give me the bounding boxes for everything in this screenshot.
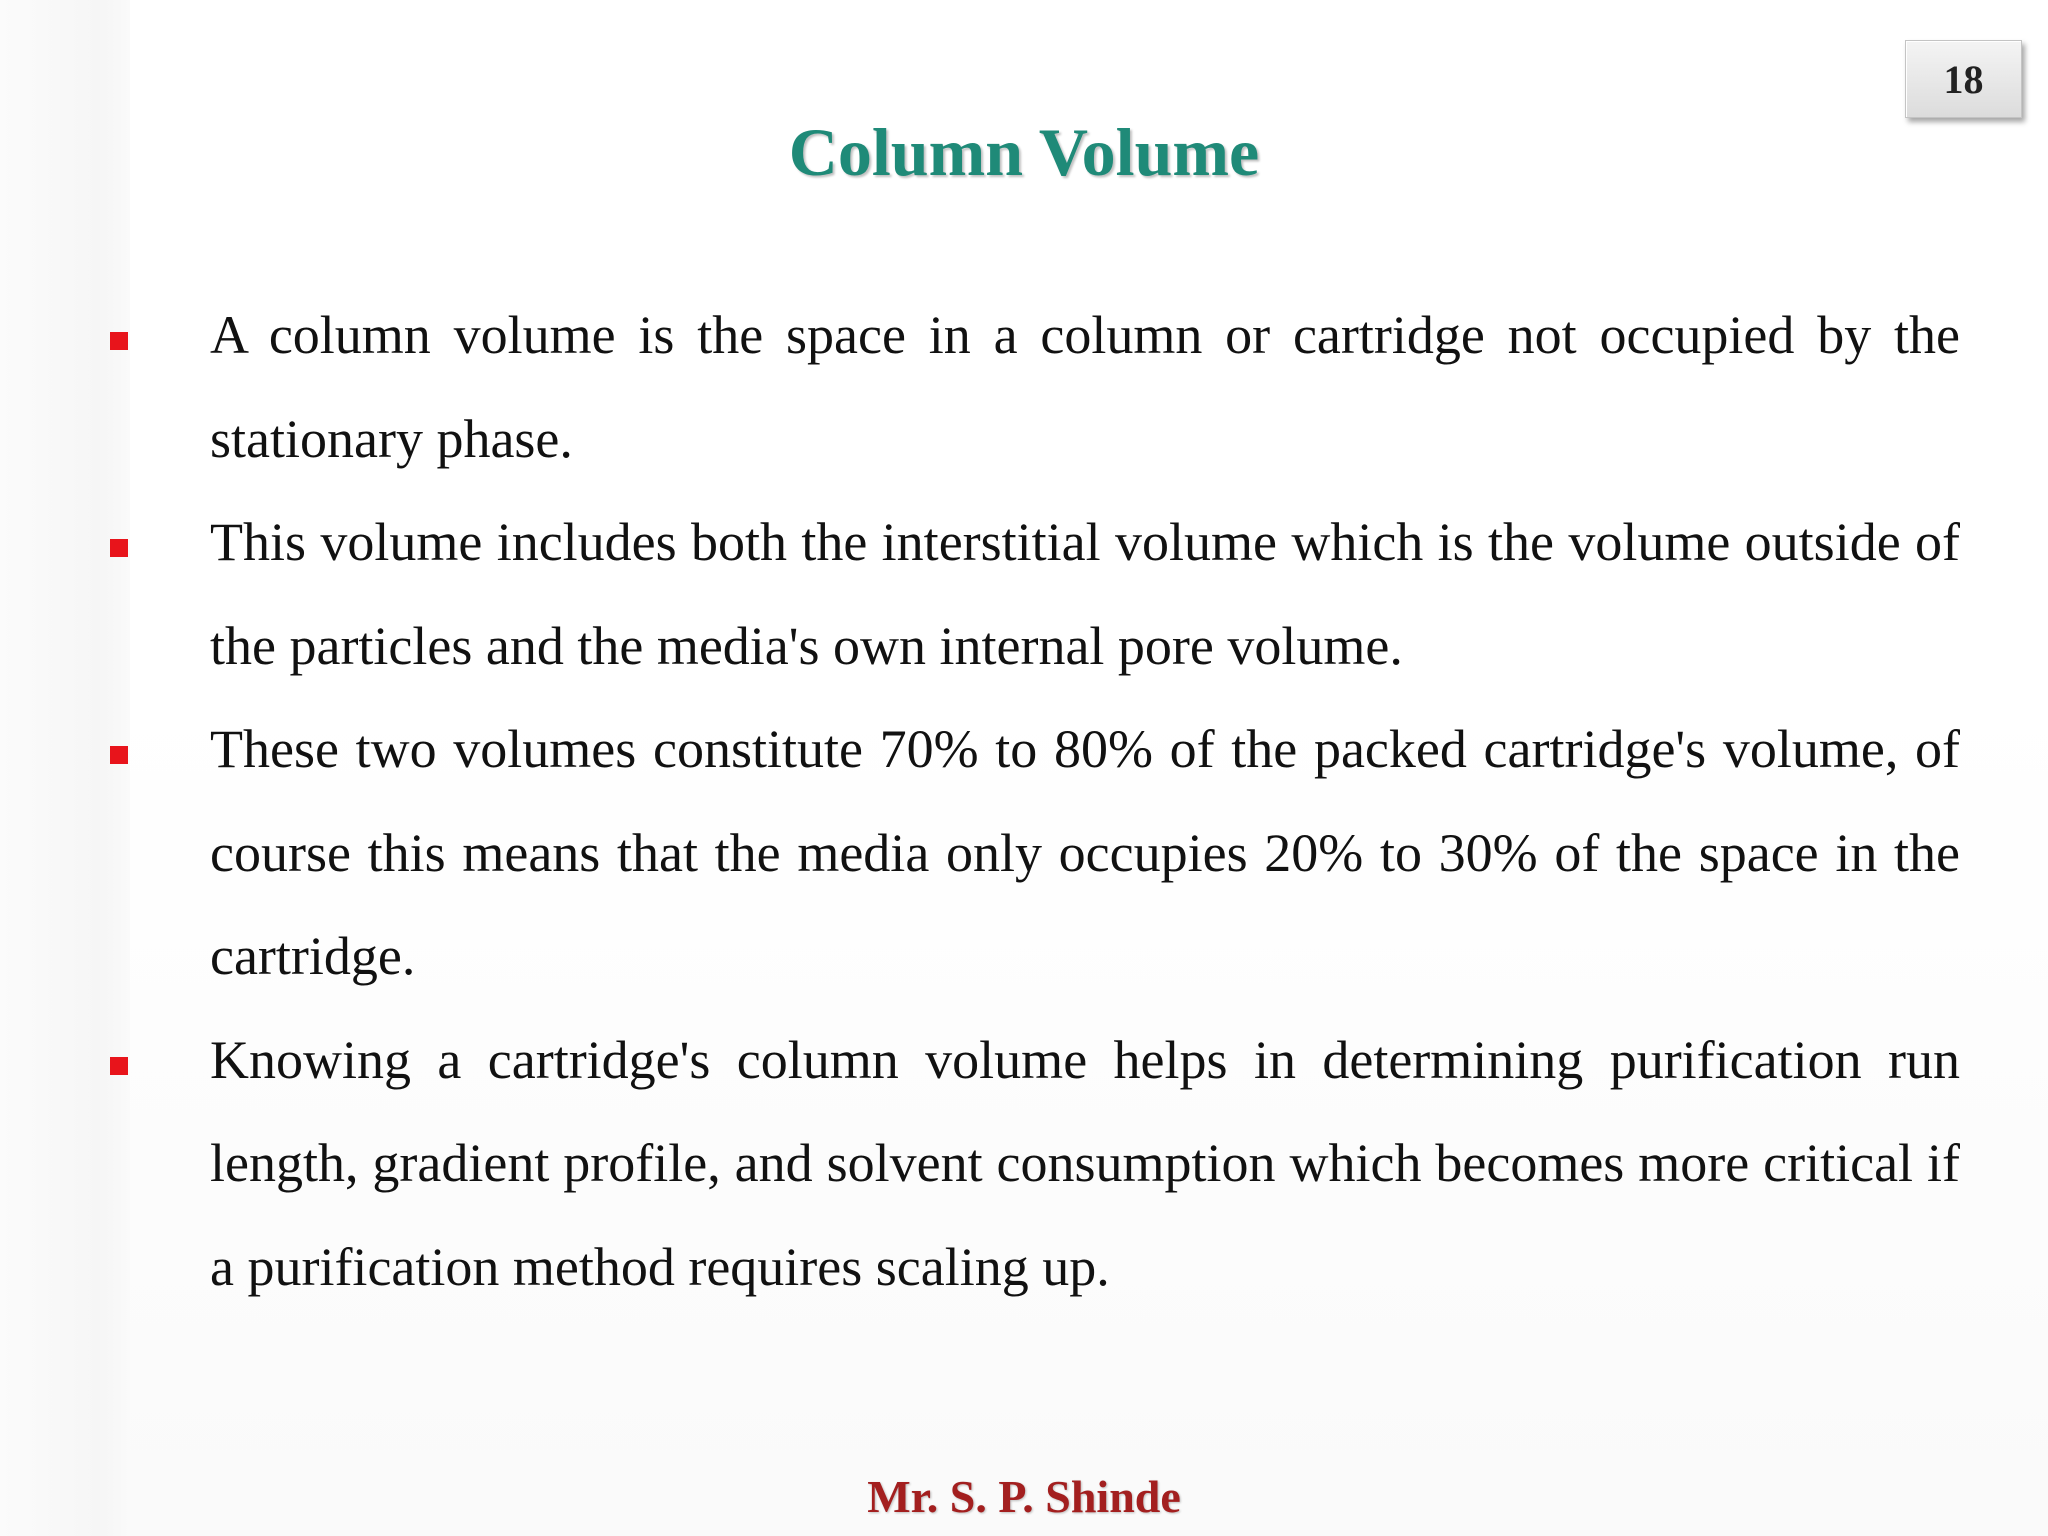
bullet-item <box>110 1009 1960 1320</box>
square-bullet-icon <box>110 539 128 557</box>
bullet-text: These two volumes constitute 70% to 80% of the packed cartridge's volume, of course this means that the media only occupies 20% to 30% of the space in the cartridge. <box>210 719 1960 986</box>
slide-title: Column Volume <box>788 114 1260 190</box>
square-bullet-icon <box>110 746 128 764</box>
bullet-item <box>110 698 1960 1009</box>
page-number-badge: 18 <box>1905 40 2022 118</box>
bullet-text: This volume includes both the interstitial volume which is the volume outside of the particles and the media's own internal pore volume. <box>210 512 1960 676</box>
square-bullet-icon <box>110 332 128 350</box>
bullet-text: Knowing a cartridge's column volume helps in determining purification run length, gradient profile, and solvent consumption which becomes more critical if a purification method requires scaling up. <box>210 1029 1960 1297</box>
bullet-list <box>110 284 1960 1319</box>
bullet-item <box>110 491 1960 698</box>
bullet-text: A column volume is the space in a column or cartridge not occupied by the stationary phase. <box>210 305 1960 469</box>
square-bullet-icon <box>110 1057 128 1075</box>
author-footer: Mr. S. P. Shinde <box>867 1471 1181 1522</box>
bullet-item <box>110 284 1960 491</box>
